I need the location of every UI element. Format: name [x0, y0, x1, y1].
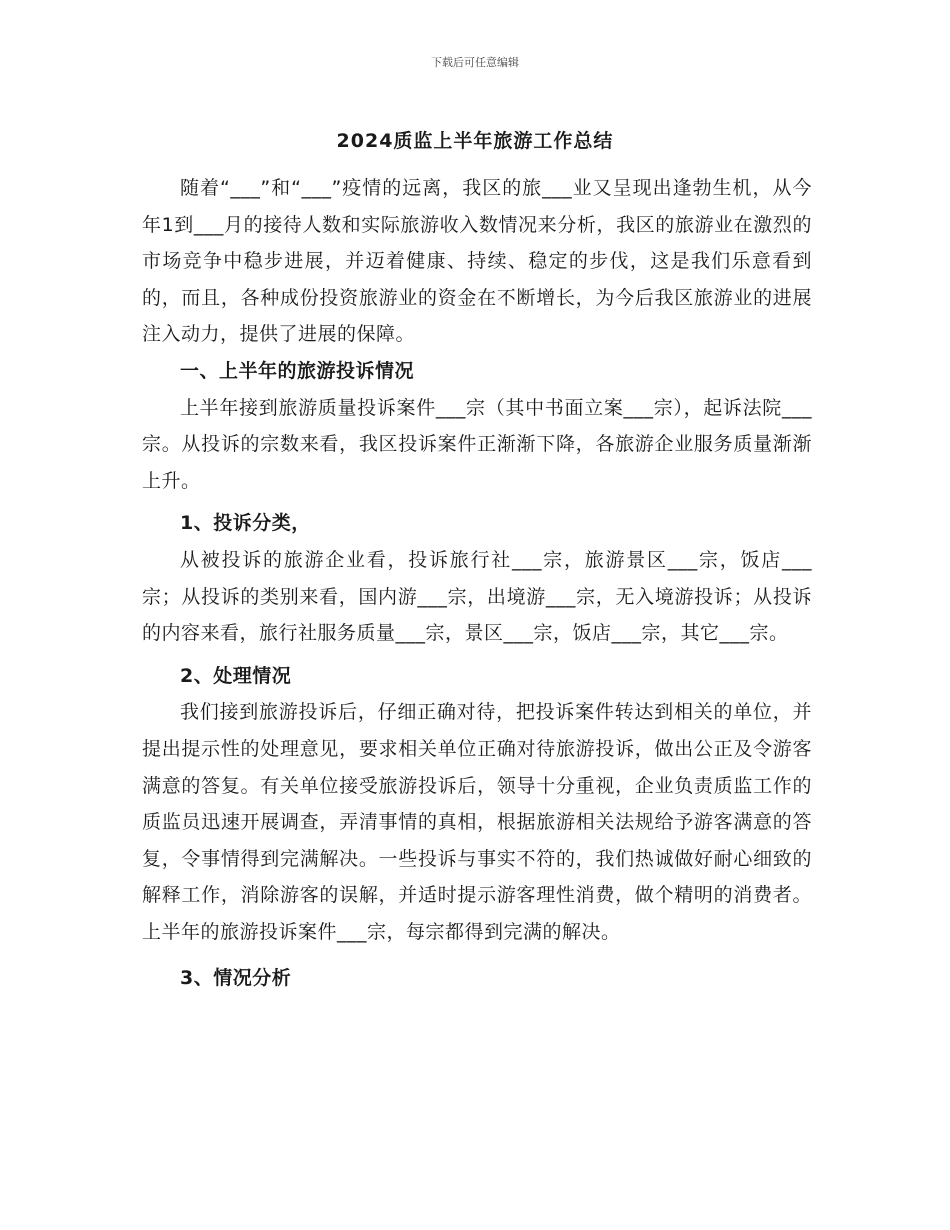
header-note: 下载后可任意编辑 [431, 56, 519, 69]
document-title: 2024质监上半年旅游工作总结 [336, 130, 614, 152]
heading-handling: 2、处理情况 [180, 664, 292, 687]
paragraph-complaint-classification: 从被投诉的旅游企业看，投诉旅行社___宗，旅游景区___宗，饭店___宗；从投诉的类别来看，国内游___宗，出境游___宗，无入境游投诉；从投诉的内容来看，旅行社服务质量___宗，景区___宗，饭店___宗，其它___宗。 [142, 548, 812, 645]
document-body [142, 170, 812, 997]
paragraph-intro: 随着“___”和“___”疫情的远离，我区的旅___业又呈现出逢勃生机，从今年1到___月的接待人数和实际旅游收入数情况来分析，我区的旅游业在激烈的市场竞争中稳步进展，并迈着健康、持续、稳定的步伐，这是我们乐意看到的，而且，各种成份投资旅游业的资金在不断增长，为今后我区旅游业的进展注入动力，提供了进展的保障。 [142, 177, 812, 346]
paragraph-complaints-overview: 上半年接到旅游质量投诉案件___宗（其中书面立案___宗），起诉法院___宗。从投诉的宗数来看，我区投诉案件正渐渐下降，各旅游企业服务质量渐渐上升。 [142, 396, 812, 492]
heading-complaint-classification: 1、投诉分类， [180, 512, 311, 535]
heading-section-1: 一、上半年的旅游投诉情况 [180, 359, 415, 382]
paragraph-handling: 我们接到旅游投诉后，仔细正确对待，把投诉案件转达到相关的单位，并提出提示性的处理意见，要求相关单位正确对待旅游投诉，做出公正及令游客满意的答复。有关单位接受旅游投诉后，领导十分重视，企业负责质监工作的质监员迅速开展调查，弄清事情的真相，根据旅游相关法规给予游客满意的答复，令事情得到完满解决。一些投诉与事实不符的，我们热诚做好耐心细致的解释工作，消除游客的误解，并适时提示游客理性消费，做个精明的消费者。上半年的旅游投诉案件___宗，每宗都得到完满的解决。 [142, 701, 812, 943]
heading-analysis: 3、情况分析 [180, 967, 292, 990]
